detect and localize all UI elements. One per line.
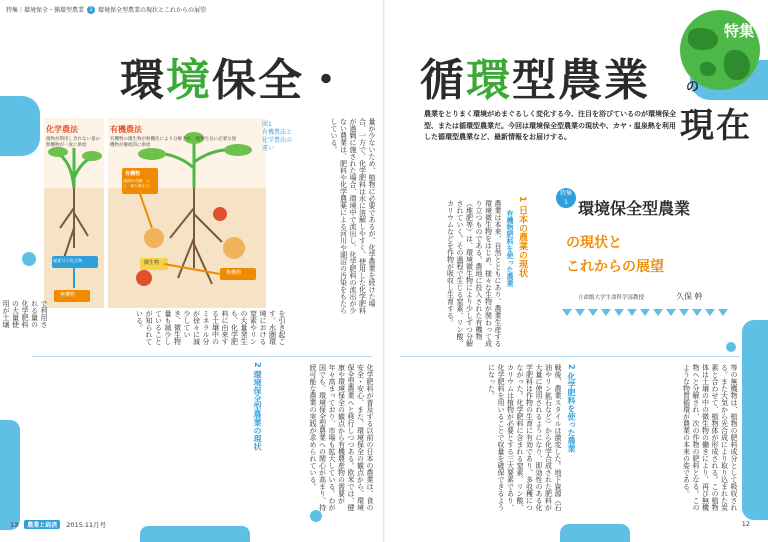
chevron-down-icon [718, 309, 728, 316]
chevron-down-icon [653, 309, 663, 316]
leaf-icon [82, 151, 102, 161]
title-char: 循 [420, 55, 466, 106]
running-header [6, 5, 206, 14]
section-subtitle: これからの展望 [566, 259, 664, 275]
author-name: 久保 幹 [676, 292, 703, 301]
chevron-down-icon [575, 309, 585, 316]
title-char: 環 [466, 55, 512, 106]
section-title: 環境保全型農業 [578, 199, 691, 218]
chevron-down-icon [614, 309, 624, 316]
title-char: 全 [258, 55, 304, 106]
author-affiliation: 立命館大学生命科学部教授 [578, 295, 645, 301]
title-part1 [120, 44, 350, 108]
title-char: 農 [558, 55, 604, 106]
heading-1 [516, 196, 529, 277]
chevron-divider [562, 309, 728, 316]
chevron-down-icon [705, 309, 715, 316]
figure-chemical-title: 化学農法 [46, 125, 78, 134]
figure-label-organic: 有機物 [125, 171, 141, 177]
title-char: 境 [166, 55, 212, 106]
body-column: 農業は本来、自然とともにあり、農業生産する環境微生物をはじめ、様々な生物が関わって成り立つものである。農地に投入された有機物（堆肥等）は、環境微生物により少しずつ分解されていく。その過程で生じる窒素、リン酸、カリウムなどを作物が吸収し生育する。 [446, 200, 502, 347]
body-column: 戦後、農業スタイルは激変した。地下資源（石油やリン鉱石など）から化学合成された肥料が大量に使用されるようになり、即効性のある化学肥料は作物の生育に有効であり、多収穫につながった。化学肥料に含まれる窒素、リン酸、カリウムは植物が必要とする三大要素であり、化学肥料を用いることで収量を確保できるようになった。 [487, 364, 562, 511]
heading-number: 2 [253, 362, 262, 368]
microbe-icon [144, 228, 164, 248]
heading-number: 2 [567, 364, 576, 370]
title-part2 [420, 44, 650, 108]
feature-label: 特集 [723, 22, 754, 40]
decor-bubble [22, 252, 36, 266]
chevron-down-icon [562, 309, 572, 316]
figure-organic-note: 有機物の微生物が無機化により分解され、植物生長に必要な無機物が継続的に供給 [110, 137, 237, 148]
page-gutter [383, 0, 385, 542]
subheading-1: 有機物肥料を使った農業 [506, 210, 514, 287]
body-column: 等の無機物は、植物の肥料成分として吸収される。また大気から光合成により取り込まれた炭素と合わせて、植物体が形成される。この植物体は土壌の中の微生物の働きにより、再び無機物へと分解され、次の作物の肥料となる。このような物質循環が農業の本来の姿である。 [682, 364, 738, 511]
heading-3 [566, 364, 577, 452]
figure-chemical-note: 植物が利用しきれない量の無機物が一度に供給 [46, 137, 100, 148]
body-column: で利用される量の化学肥料の大量使用が土壌 [2, 300, 48, 328]
chevron-down-icon [666, 309, 676, 316]
chevron-down-icon [601, 309, 611, 316]
decor-band-bottom [140, 526, 250, 542]
microbe-icon [213, 207, 227, 221]
chevron-down-icon [627, 309, 637, 316]
chevron-down-icon [640, 309, 650, 316]
chevron-down-icon [692, 309, 702, 316]
title-char: ・ [304, 55, 350, 106]
page-number-right: 12 [741, 520, 750, 528]
footer-left [10, 520, 106, 529]
section-tag [556, 188, 576, 208]
heading-2 [252, 362, 263, 450]
title-char: 型 [512, 55, 558, 106]
body-column: を引き起こす。水圏環境における窒素やリンの大量発生も、化学肥料に由来する土壌中のミネラル分が徐々に減少していき、微生物量も減少していることが知られている。 [135, 310, 286, 345]
title-genzai: 現在 [680, 106, 752, 146]
page-number-left: 13 [10, 520, 19, 529]
title-char: 保 [212, 55, 258, 106]
running-section: 特集｜環境保全・循環型農業 [6, 7, 85, 14]
figure-label-organic-sub: (動物の死骸、ふん、落ち葉など) [123, 179, 150, 188]
decor-band-right [742, 320, 768, 520]
section-subtitle: の現状と [566, 235, 622, 251]
figure-caption [262, 121, 294, 153]
title-char: 業 [604, 55, 650, 106]
decor-band-bottom-left [0, 420, 20, 530]
column-divider [32, 356, 372, 357]
decor-band-left-top [0, 96, 40, 156]
column-divider [400, 356, 740, 357]
section-tag-label: 特集 [559, 190, 572, 197]
heading-text: 環境保全型農業の現状 [253, 370, 262, 451]
chevron-down-icon [588, 309, 598, 316]
chevron-down-icon [679, 309, 689, 316]
figure-organic-title: 有機農法 [110, 125, 142, 134]
issue-date: 2015.11月号 [66, 521, 107, 529]
lead-text: 農業をとりまく環境がめまぐるしく変化する今、注目を浴びているのが環境保全型、または循環型農業だ。今回は環境保全型農業の現状や、カヤ・温泉熱を利用した循環型農業など、最新情報をお届けする。 [424, 110, 676, 141]
body-column: 量が少ないため、植物に必要であるが、化学農業を続けた場合、一方で、化学肥料は水に溶解しやすく、使用した化学肥料が過剰に施された場合、環境中で流出し、化学肥料の流出が少ない農業は、肥料や化学農薬による河川や湖沼の汚染をもたらしている。 [330, 118, 376, 314]
figure-caption-label: 図1 [262, 121, 272, 128]
running-article: 環境保全型農業の現状とこれからの展望 [98, 7, 207, 14]
figure-label-inorganic-left: 無機物 [60, 292, 76, 298]
heading-text: 化学肥料を使った農業 [567, 372, 576, 453]
figure-label-microbe: 微生物 [144, 260, 160, 266]
section-tag-number: 1 [564, 199, 568, 206]
microbe-icon [223, 237, 245, 259]
leaf-icon [138, 148, 166, 160]
heading-number: 1 [517, 196, 527, 203]
figure-caption-text: 有機農法と化学農法の違い [262, 129, 293, 152]
decor-band-bottom-right [560, 524, 630, 542]
decor-bubble [726, 342, 736, 352]
magazine-logo: 農業と経済 [24, 520, 60, 529]
title-char: 環 [120, 55, 166, 106]
microbe-icon [136, 270, 152, 286]
figure-label-inorganic-right: 無機物 [226, 270, 242, 276]
figure-label-chemical: 窒素分子化合物 [53, 258, 83, 263]
running-number: 1 [87, 6, 95, 14]
body-column: 化学肥料が普及する以前の日本の農業は、食の安全・安心、また、環境保全の観点から、環境保全型農業へと移行しつつある。欧米では、健康や環境保全の観点から有機農産物の需要が年々高まっており、市場も拡大している。わが国でも、環境保全型農業への関心が高まり、持続可能な農業の実践が求められている。 [309, 364, 374, 511]
heading-text: 日本の農業の現状 [517, 205, 527, 278]
title-particle: の [686, 80, 700, 95]
